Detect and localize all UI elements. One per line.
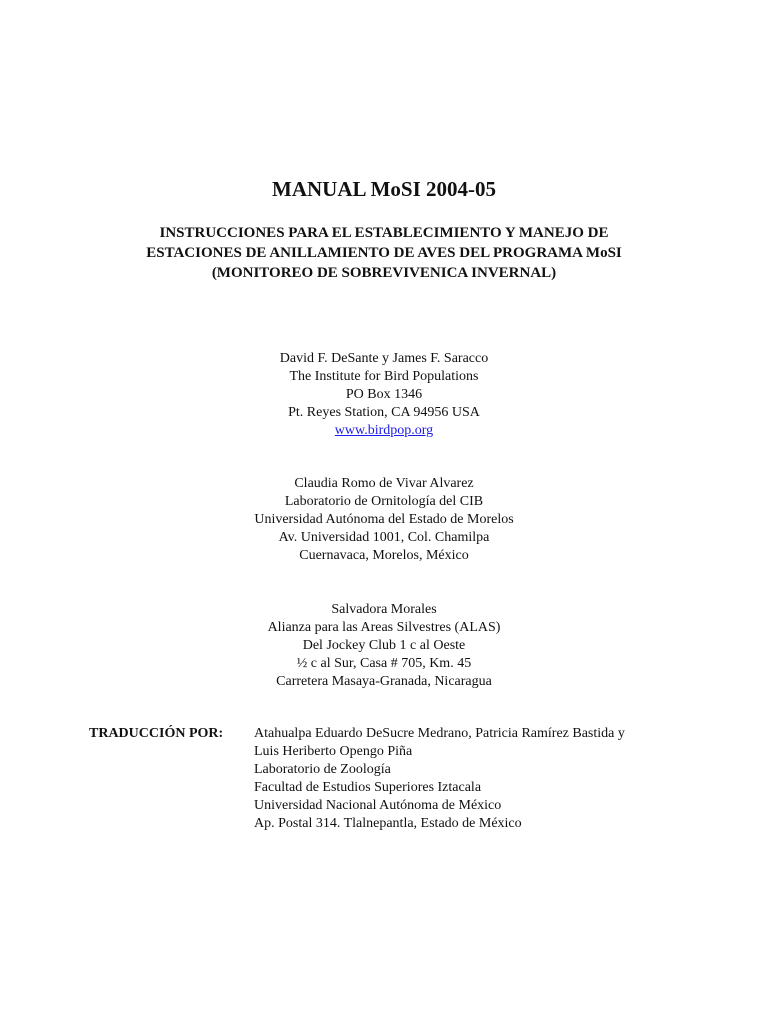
- author-po-box: PO Box 1346: [345, 387, 423, 402]
- subtitle-line: INSTRUCCIONES PARA EL ESTABLECIMIENTO Y MANEJO DE: [159, 225, 609, 241]
- document-title: MANUAL MoSI 2004-05: [272, 177, 496, 201]
- document-subtitle: [0, 223, 768, 283]
- website-link[interactable]: www.birdpop.org: [334, 423, 434, 438]
- author-block-2: [0, 475, 768, 565]
- author-block-3: [0, 601, 768, 691]
- author-names: David F. DeSante y James F. Saracco: [279, 351, 489, 366]
- author-city: Cuernavaca, Morelos, México: [299, 548, 469, 563]
- author-block-1: [0, 350, 768, 440]
- translation-label: TRADUCCIÓN POR:: [89, 726, 224, 741]
- author-institution: The Institute for Bird Populations: [289, 369, 479, 384]
- author-street: Av. Universidad 1001, Col. Chamilpa: [278, 530, 490, 545]
- author-name: Salvadora Morales: [331, 602, 437, 617]
- translation-line: Luis Heriberto Opengo Piña: [254, 744, 413, 759]
- author-street-1: Del Jockey Club 1 c al Oeste: [302, 638, 466, 653]
- author-lab: Laboratorio de Ornitología del CIB: [284, 494, 484, 509]
- translation-credits: [254, 725, 625, 833]
- author-name: Claudia Romo de Vivar Alvarez: [294, 476, 474, 491]
- author-city: Carretera Masaya-Granada, Nicaragua: [276, 674, 492, 689]
- subtitle-line: (MONITOREO DE SOBREVIVENICA INVERNAL): [211, 265, 557, 281]
- author-university: Universidad Autónoma del Estado de Morelos: [254, 512, 514, 527]
- author-street-2: ½ c al Sur, Casa # 705, Km. 45: [296, 656, 472, 671]
- translation-line: Facultad de Estudios Superiores Iztacala: [254, 780, 482, 795]
- translation-line: Universidad Nacional Autónoma de México: [254, 798, 502, 813]
- author-organization: Alianza para las Areas Silvestres (ALAS): [267, 620, 501, 635]
- subtitle-line: ESTACIONES DE ANILLAMIENTO DE AVES DEL PROGRAMA MoSI: [146, 245, 622, 261]
- translation-line: Atahualpa Eduardo DeSucre Medrano, Patricia Ramírez Bastida y: [254, 726, 625, 741]
- author-city: Pt. Reyes Station, CA 94956 USA: [288, 405, 480, 420]
- translation-line: Ap. Postal 314. Tlalnepantla, Estado de México: [254, 816, 522, 831]
- translation-line: Laboratorio de Zoología: [254, 762, 391, 777]
